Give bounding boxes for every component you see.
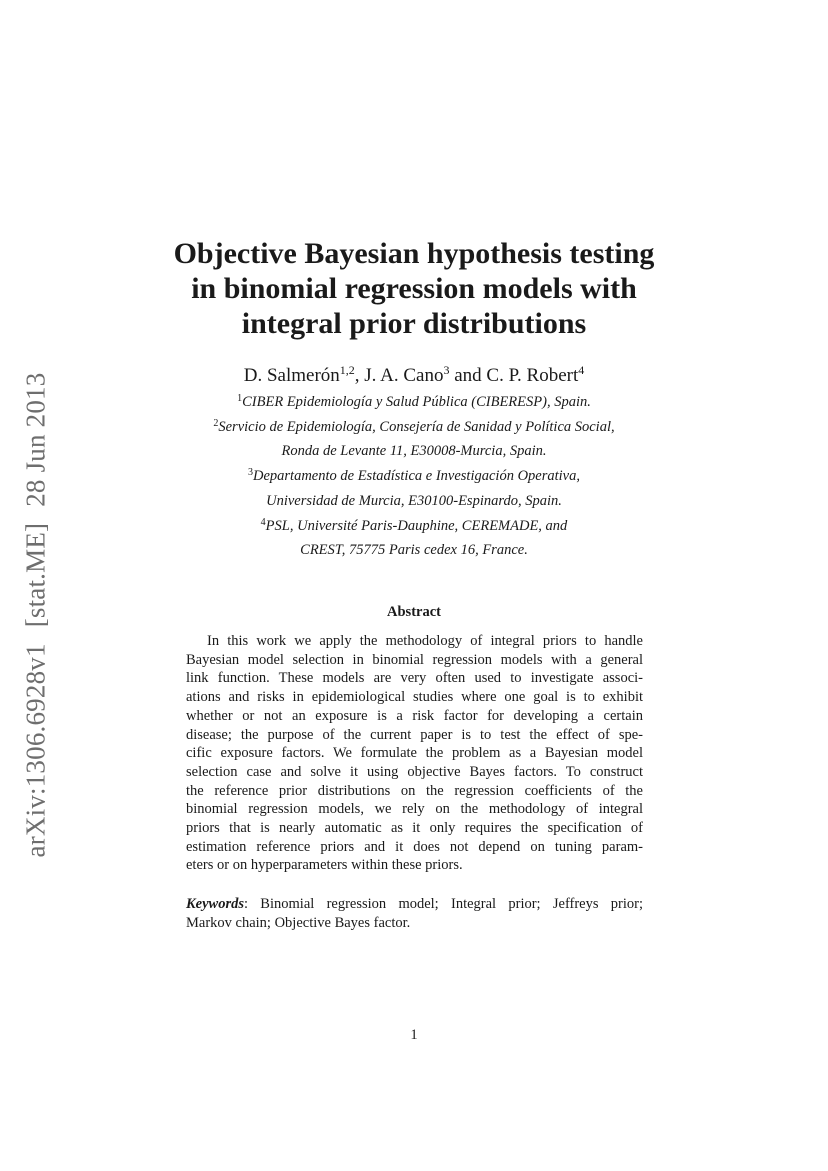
- abstract-line: selection case and solve it using objective Bayes factors. To construct: [186, 763, 643, 780]
- paper-title: [100, 236, 728, 341]
- arxiv-date: 28 Jun 2013: [20, 372, 51, 507]
- affiliation-line: [100, 464, 728, 489]
- affiliation-number: 2: [213, 417, 219, 429]
- author-name: J. A. Cano: [364, 365, 444, 386]
- author-list: [100, 364, 728, 388]
- affiliation-line: [100, 514, 728, 539]
- affiliation-text: CIBER Epidemiología y Salud Pública (CIBERESP), Spain.: [242, 394, 591, 410]
- keywords-section: [186, 895, 643, 933]
- author-name: D. Salmerón: [243, 365, 340, 386]
- affiliation-line: [100, 390, 728, 415]
- author-affiliation-mark: 4: [578, 363, 585, 377]
- author-name: C. P. Robert: [486, 365, 579, 386]
- abstract-line: link function. These models are very often used to investigate associ-: [186, 670, 643, 687]
- abstract-line: whether or not an exposure is a risk factor for developing a certain: [186, 707, 643, 724]
- affiliation-number: 4: [260, 516, 266, 528]
- affiliation-line: CREST, 75775 Paris cedex 16, France.: [300, 542, 528, 559]
- affiliation-number: 3: [248, 467, 253, 479]
- author-separator: ,: [354, 365, 365, 386]
- abstract-line: cific exposure factors. We formulate the problem as a Bayesian model: [186, 745, 643, 762]
- abstract-line: In this work we apply the methodology of integral priors to handle: [207, 633, 643, 649]
- keywords-line: Markov chain; Objective Bayes factor.: [186, 915, 411, 931]
- arxiv-sidebar: [16, 370, 56, 860]
- abstract-line: estimation reference priors and it does not depend on tuning param-: [186, 838, 643, 855]
- affiliation-list: [100, 390, 728, 563]
- title-line: integral prior distributions: [241, 307, 587, 340]
- keywords-text: : Binomial regression model; Integral prior; Jeffreys prior;: [244, 896, 643, 912]
- affiliation-text: Departamento de Estadística e Investigación Operativa,: [253, 468, 580, 485]
- arxiv-stamp: [21, 373, 52, 858]
- abstract-line: disease; the purpose of the current paper is to test the effect of spe-: [186, 726, 643, 743]
- title-line: in binomial regression models with: [191, 272, 637, 305]
- affiliation-line: [100, 415, 728, 440]
- arxiv-id[interactable]: arXiv:1306.6928v1: [20, 643, 51, 858]
- abstract-heading: Abstract: [387, 604, 441, 620]
- affiliation-number: 1: [237, 393, 243, 404]
- author-separator: and: [449, 365, 487, 386]
- keywords-label: Keywords: [186, 896, 244, 912]
- abstract-line: binomial regression models, we rely on the methodology of integral: [186, 801, 643, 818]
- title-line: Objective Bayesian hypothesis testing: [173, 237, 655, 270]
- abstract-line: Bayesian model selection in binomial regression models with a general: [186, 651, 643, 668]
- abstract-line: the reference prior distributions on the regression coefficients of the: [186, 782, 643, 799]
- author-affiliation-mark: 3: [443, 363, 450, 377]
- affiliation-line: Universidad de Murcia, E30100-Espinardo, Spain.: [266, 492, 562, 509]
- abstract-line: priors that is nearly automatic as it only requires the specification of: [186, 820, 643, 837]
- arxiv-category: [stat.ME]: [20, 522, 51, 628]
- author-affiliation-mark: 1,2: [339, 363, 355, 377]
- abstract-body: [186, 632, 643, 875]
- affiliation-line: Ronda de Levante 11, E30008-Murcia, Spain.: [281, 443, 547, 460]
- keywords-line: [186, 895, 643, 914]
- page-number: 1: [410, 1027, 418, 1043]
- abstract-line: ations and risks in epidemiological studies where one goal is to exhibit: [186, 689, 643, 706]
- affiliation-text: PSL, Université Paris-Dauphine, CEREMADE, and: [265, 517, 568, 534]
- abstract-line: eters or on hyperparameters within these priors.: [186, 857, 463, 874]
- affiliation-text: Servicio de Epidemiología, Consejería de Sanidad y Política Social,: [218, 418, 615, 435]
